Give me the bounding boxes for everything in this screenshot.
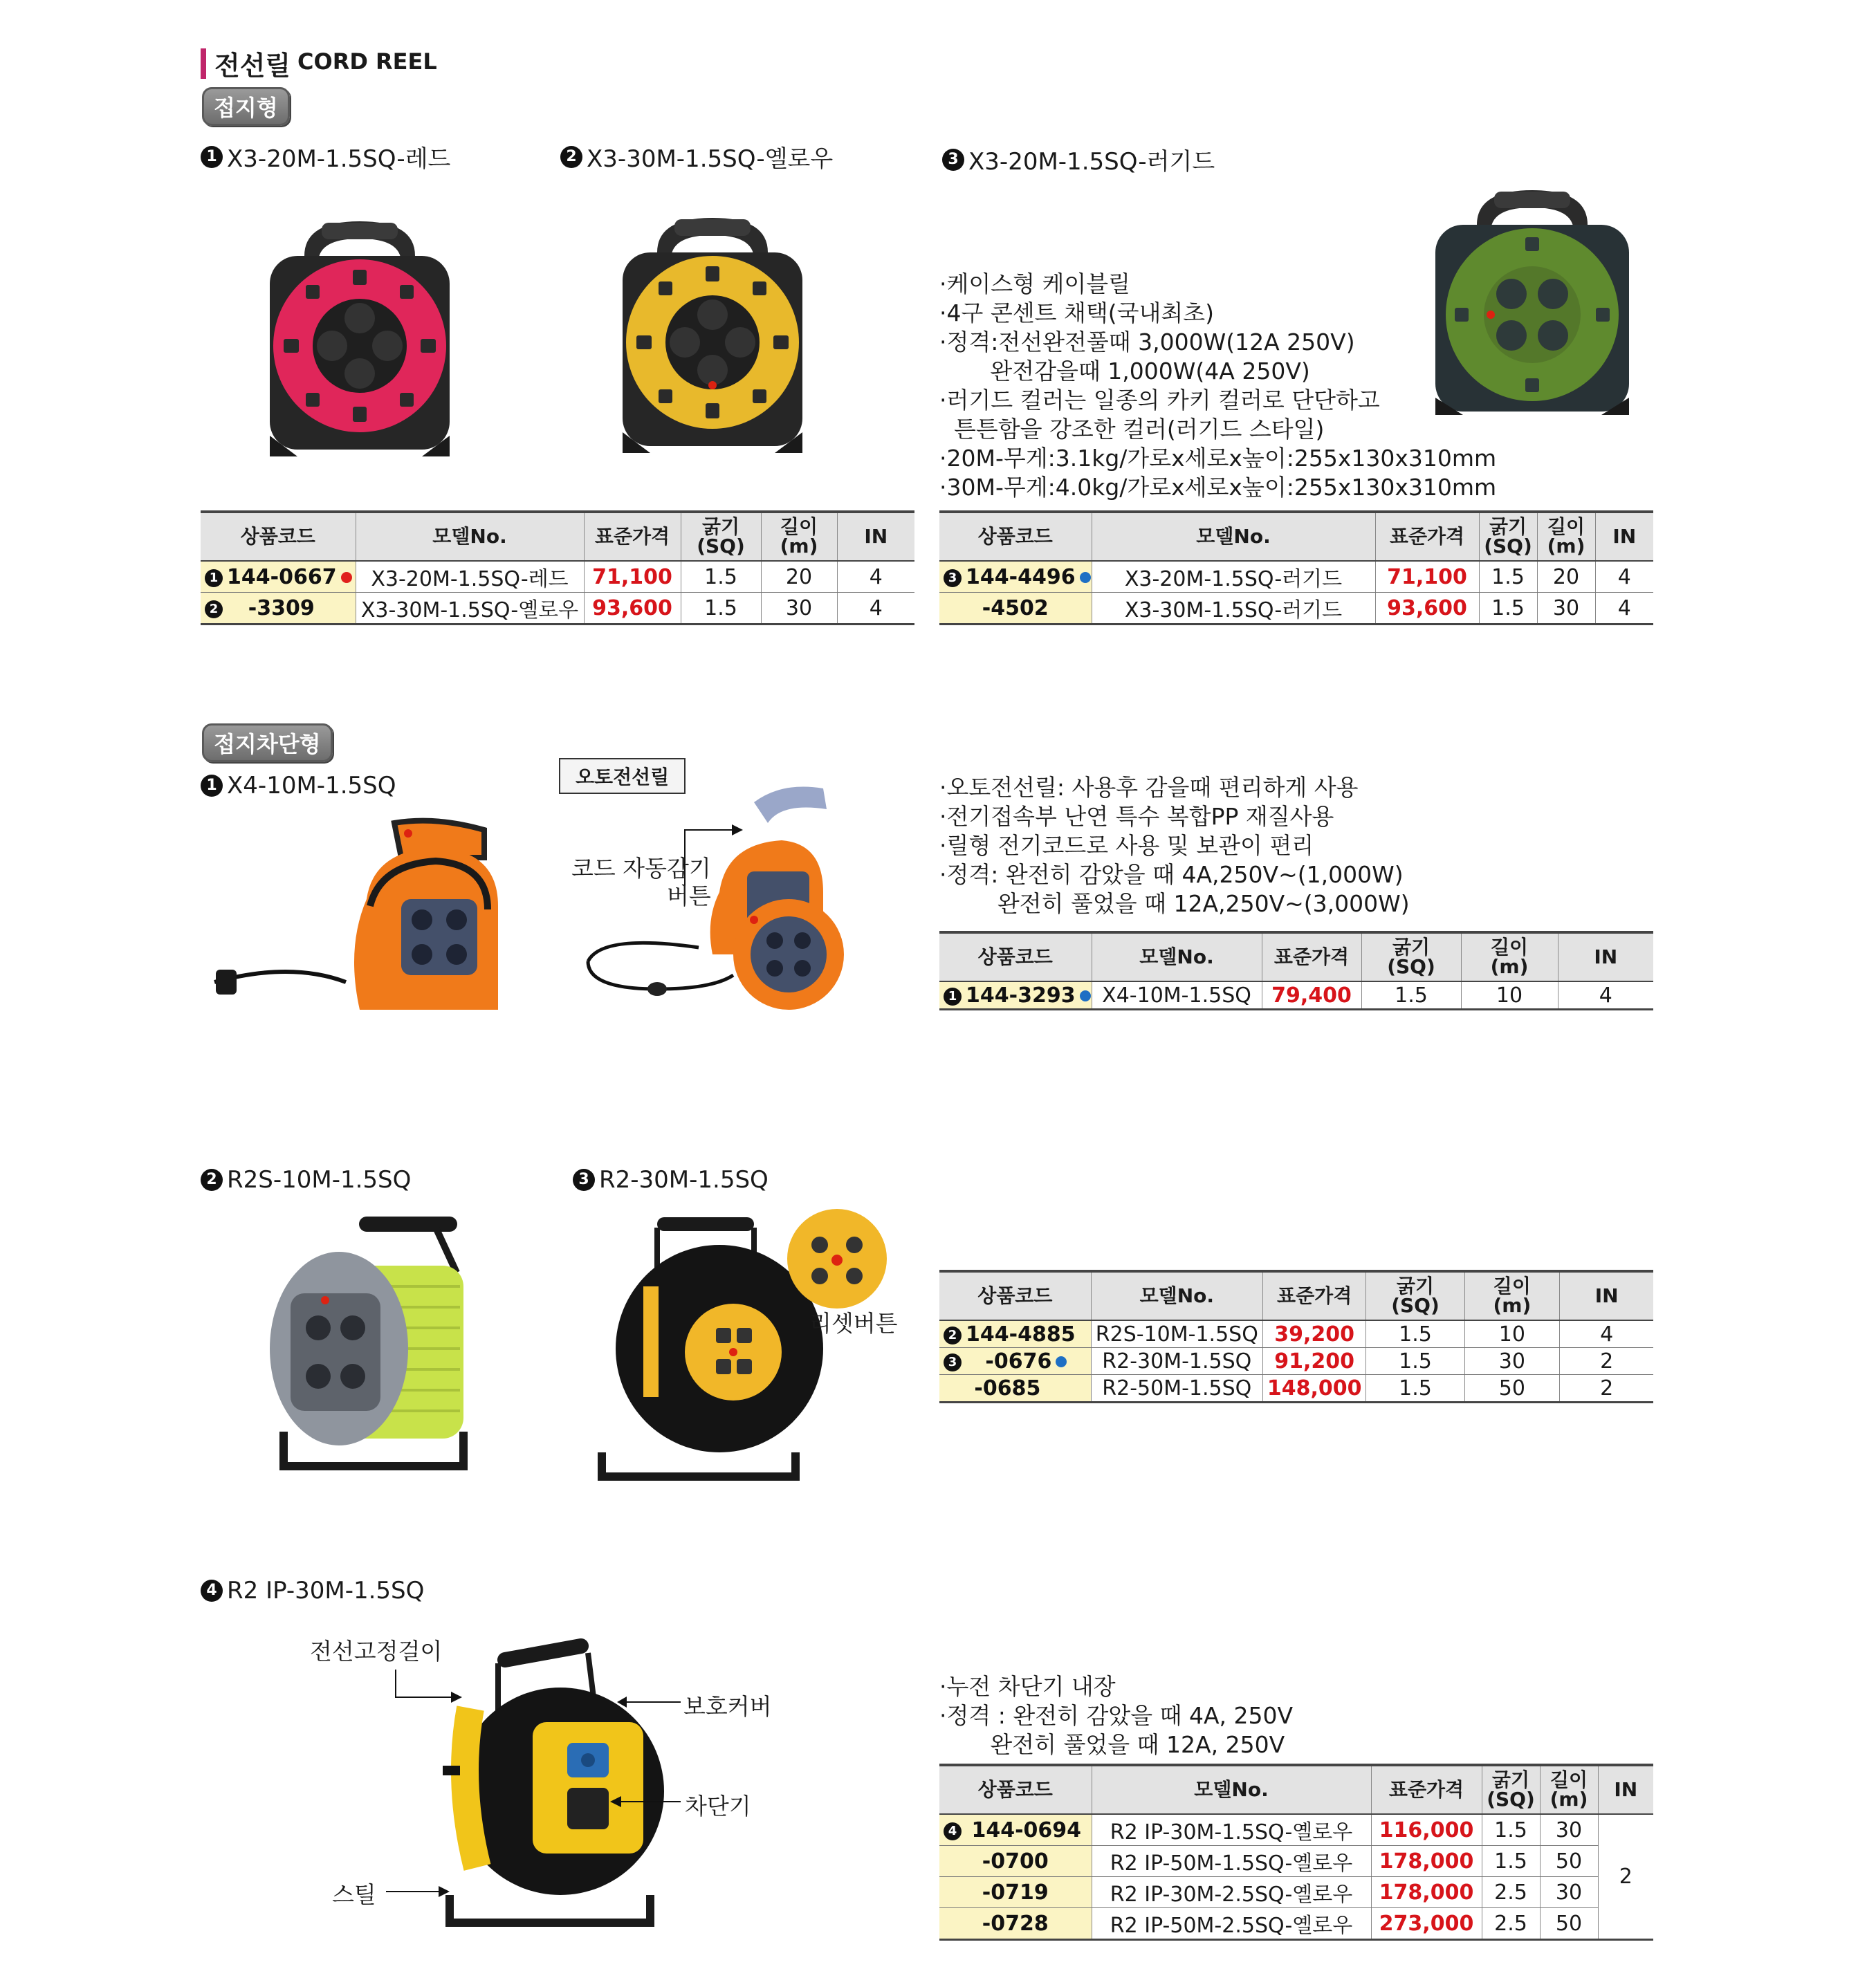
header-sq: 굵기 (SQ): [681, 512, 761, 561]
bullet-line: ·누전 차단기 내장: [939, 1673, 1116, 1700]
blue-dot-icon: [1080, 572, 1091, 583]
blue-dot-icon: [1080, 990, 1091, 1001]
number-icon: 4: [201, 1580, 223, 1602]
callout-arrow-icon: [678, 816, 747, 892]
bullet-line: ·정격: 완전히 감았을 때 4A,250V~(1,000W): [939, 861, 1404, 888]
model-cell: X3-20M-1.5SQ-레드: [356, 561, 584, 593]
bullet-line: ·4구 콘센트 채택(국내최초): [939, 299, 1214, 326]
product-code-cell: [939, 1320, 1091, 1348]
bullet-line: ·오토전선릴: 사용후 감을때 편리하게 사용: [939, 774, 1359, 801]
blue-dot-icon: [1056, 1356, 1067, 1367]
table-row: [939, 1846, 1653, 1877]
product-code: 144-4496: [966, 564, 1076, 589]
sq-cell: 1.5: [1366, 1348, 1464, 1375]
header-price: 표준가격: [584, 512, 681, 561]
number-icon: 2: [944, 1327, 962, 1344]
header-model: 모델No.: [1092, 1765, 1371, 1814]
callout-breaker: 차단기: [685, 1793, 751, 1820]
model-cell: R2 IP-30M-1.5SQ-옐로우: [1092, 1814, 1371, 1846]
orange-auto-reel-image: [208, 809, 526, 1024]
model-cell: R2-30M-1.5SQ: [1091, 1348, 1262, 1375]
red-cord-reel-image: [256, 207, 463, 470]
bullet-line: ·러기드 컬러는 일종의 카키 컬러로 단단하고: [939, 387, 1380, 414]
header-code: 상품코드: [939, 512, 1092, 561]
in-cell: 4: [1595, 593, 1653, 625]
product-name: R2 IP-30M-1.5SQ: [227, 1577, 425, 1605]
in-cell: 2: [1598, 1814, 1653, 1940]
sq-cell: 1.5: [1366, 1375, 1464, 1403]
table-row: [939, 1814, 1653, 1846]
callout-auto-wind-button: 코드 자동감기 버튼: [571, 855, 711, 909]
product-code-cell: [939, 1814, 1092, 1846]
product-code-cell: -0700: [939, 1846, 1092, 1877]
table-row: [939, 1877, 1653, 1908]
number-icon: 3: [942, 149, 964, 171]
price-cell: 148,000: [1262, 1375, 1366, 1403]
product-code: 144-3293: [966, 983, 1076, 1008]
number-icon: 2: [205, 600, 223, 618]
length-cell: 30: [1464, 1348, 1560, 1375]
model-cell: R2 IP-50M-1.5SQ-옐로우: [1092, 1846, 1371, 1877]
table-row: [939, 561, 1653, 593]
sq-cell: 1.5: [1479, 561, 1537, 593]
header-length: 길이 (m): [761, 512, 837, 561]
in-cell: 2: [1560, 1348, 1653, 1375]
spec-bullets-auto: [939, 773, 1410, 918]
number-icon: 4: [944, 1822, 962, 1840]
product-name: R2-30M-1.5SQ: [599, 1166, 769, 1194]
callout-reset-button: 리셋버튼: [809, 1310, 898, 1337]
header-sq: 굵기 (SQ): [1366, 1271, 1464, 1320]
sq-cell: 1.5: [1482, 1846, 1540, 1877]
price-cell: 178,000: [1371, 1877, 1482, 1908]
category-badge-grounded: 접지형: [202, 87, 290, 126]
spec-table-auto: [939, 931, 1653, 1010]
page-title: 전선릴: [214, 50, 291, 81]
bullet-line: ·20M-무게:3.1kg/가로x세로x높이:255x130x310mm: [939, 445, 1497, 472]
header-code: 상품코드: [201, 512, 356, 561]
table-row: [939, 981, 1653, 1010]
header-model: 모델No.: [1092, 932, 1262, 981]
price-cell: 71,100: [584, 561, 681, 593]
price-cell: 93,600: [1375, 593, 1479, 625]
product-title-2: [560, 140, 833, 174]
product-name: X3-20M-1.5SQ-레드: [227, 145, 451, 173]
bullet-line: ·전기접속부 난연 특수 복합PP 재질사용: [939, 803, 1334, 830]
product-title-3: [942, 142, 1215, 176]
sq-cell: 1.5: [681, 593, 761, 625]
header-in: IN: [837, 512, 914, 561]
callout-arrow-icon: [616, 1692, 682, 1712]
length-cell: 10: [1461, 981, 1558, 1010]
yellow-cord-reel-image: [609, 204, 816, 467]
product-title-r2: [573, 1166, 769, 1194]
spec-table-grounded-left: [201, 510, 914, 625]
number-icon: 1: [201, 775, 223, 797]
table-row: [939, 1348, 1653, 1375]
length-cell: 30: [1540, 1877, 1598, 1908]
category-badge-breaker: 접지차단형: [202, 723, 333, 762]
product-code: 144-0667: [227, 564, 337, 589]
price-cell: 79,400: [1262, 981, 1361, 1010]
table-row: [939, 1320, 1653, 1348]
table-row: [201, 593, 914, 625]
length-cell: 30: [761, 593, 837, 625]
model-cell: X3-20M-1.5SQ-러기드: [1092, 561, 1375, 593]
sq-cell: 2.5: [1482, 1877, 1540, 1908]
table-row: [939, 1908, 1653, 1940]
length-cell: 30: [1537, 593, 1595, 625]
header-length: 길이 (m): [1461, 932, 1558, 981]
table-row: [939, 1375, 1653, 1403]
product-name: X3-20M-1.5SQ-러기드: [968, 148, 1215, 176]
product-name: R2S-10M-1.5SQ: [227, 1166, 412, 1194]
spec-bullets-r2ip: [939, 1672, 1293, 1759]
spec-table-r2ip: [939, 1764, 1653, 1941]
model-cell: R2 IP-50M-2.5SQ-옐로우: [1092, 1908, 1371, 1940]
red-dot-icon: [341, 572, 352, 583]
in-cell: 4: [1595, 561, 1653, 593]
header-sq: 굵기 (SQ): [1479, 512, 1537, 561]
header-length: 길이 (m): [1540, 1765, 1598, 1814]
price-cell: 39,200: [1262, 1320, 1366, 1348]
product-code-cell: [939, 561, 1092, 593]
header-in: IN: [1598, 1765, 1653, 1814]
table-row: [201, 561, 914, 593]
header-model: 모델No.: [356, 512, 584, 561]
header-code: 상품코드: [939, 932, 1092, 981]
product-code-cell: [939, 981, 1092, 1010]
bullet-line: 완전히 풀었을 때 12A, 250V: [939, 1731, 1285, 1758]
title-accent-bar: [201, 48, 206, 79]
price-cell: 71,100: [1375, 561, 1479, 593]
spec-table-r2: [939, 1270, 1653, 1403]
length-cell: 50: [1540, 1846, 1598, 1877]
header-price: 표준가격: [1262, 1271, 1366, 1320]
header-model: 모델No.: [1092, 512, 1375, 561]
product-title-r2ip: [201, 1577, 424, 1605]
in-cell: 2: [1560, 1375, 1653, 1403]
sq-cell: 1.5: [1366, 1320, 1464, 1348]
number-icon: 3: [573, 1169, 595, 1191]
callout-arrow-icon: [385, 1881, 451, 1902]
length-cell: 10: [1464, 1320, 1560, 1348]
spec-bullets-grounded: [939, 270, 1496, 502]
header-sq: 굵기 (SQ): [1482, 1765, 1540, 1814]
product-code-cell: -0719: [939, 1877, 1092, 1908]
r2-yellow-black-reel-image: [588, 1203, 892, 1494]
product-code: 144-0694: [971, 1818, 1082, 1842]
length-cell: 20: [761, 561, 837, 593]
in-cell: 4: [837, 561, 914, 593]
spec-table-grounded-right: [939, 510, 1653, 625]
product-title-r2s: [201, 1166, 411, 1194]
model-cell: R2-50M-1.5SQ: [1091, 1375, 1262, 1403]
length-cell: 30: [1540, 1814, 1598, 1846]
product-code: -3309: [248, 595, 315, 620]
product-code-cell: -0728: [939, 1908, 1092, 1940]
header-length: 길이 (m): [1537, 512, 1595, 561]
bullet-line: ·정격:전선완전풀때 3,000W(12A 250V): [939, 329, 1355, 355]
bullet-line: 튼튼함을 강조한 컬러(러기드 스타일): [939, 416, 1325, 443]
in-cell: 4: [1558, 981, 1653, 1010]
length-cell: 50: [1464, 1375, 1560, 1403]
bullet-line: ·케이스형 케이블릴: [939, 270, 1131, 297]
product-name: X4-10M-1.5SQ: [227, 772, 396, 799]
header-in: IN: [1558, 932, 1653, 981]
callout-arrow-icon: [393, 1667, 469, 1708]
callout-steel: 스틸: [332, 1881, 376, 1908]
product-name: X3-30M-1.5SQ-옐로우: [587, 145, 834, 173]
number-icon: 2: [560, 146, 582, 168]
sq-cell: 1.5: [1482, 1814, 1540, 1846]
product-code: -0685: [974, 1376, 1041, 1401]
bullet-line: 완전감을때 1,000W(4A 250V): [939, 358, 1310, 385]
sq-cell: 1.5: [1361, 981, 1461, 1010]
model-cell: X4-10M-1.5SQ: [1092, 981, 1262, 1010]
bullet-line: ·릴형 전기코드로 사용 및 보관이 편리: [939, 832, 1314, 859]
model-cell: X3-30M-1.5SQ-옐로우: [356, 593, 584, 625]
header-code: 상품코드: [939, 1271, 1091, 1320]
bullet-line: 완전히 풀었을 때 12A,250V~(3,000W): [939, 890, 1410, 917]
product-code: -0676: [985, 1349, 1052, 1374]
sq-cell: 1.5: [1479, 593, 1537, 625]
product-code-cell: [939, 1375, 1091, 1403]
header-length: 길이 (m): [1464, 1271, 1560, 1320]
header-price: 표준가격: [1375, 512, 1479, 561]
bullet-line: ·정격 : 완전히 감았을 때 4A, 250V: [939, 1702, 1294, 1729]
r2s-green-reel-image: [263, 1210, 477, 1487]
header-code: 상품코드: [939, 1765, 1092, 1814]
model-cell: R2S-10M-1.5SQ: [1091, 1320, 1262, 1348]
product-code: 144-4885: [966, 1322, 1076, 1347]
page-title-en: CORD REEL: [297, 48, 437, 75]
sq-cell: 1.5: [681, 561, 761, 593]
sq-cell: 2.5: [1482, 1908, 1540, 1940]
in-cell: 4: [837, 593, 914, 625]
header-sq: 굵기 (SQ): [1361, 932, 1461, 981]
number-icon: 1: [201, 146, 223, 168]
product-code-cell: -4502: [939, 593, 1092, 625]
number-icon: 1: [205, 569, 223, 587]
callout-protect-cover: 보호커버: [683, 1693, 772, 1720]
bullet-line: ·30M-무게:4.0kg/가로x세로x높이:255x130x310mm: [939, 474, 1497, 501]
number-icon: 1: [944, 988, 962, 1006]
length-cell: 20: [1537, 561, 1595, 593]
product-title-x4: [201, 772, 396, 799]
header-in: IN: [1560, 1271, 1653, 1320]
model-cell: R2 IP-30M-2.5SQ-옐로우: [1092, 1877, 1371, 1908]
length-cell: 50: [1540, 1908, 1598, 1940]
price-cell: 178,000: [1371, 1846, 1482, 1877]
price-cell: 93,600: [584, 593, 681, 625]
number-icon: 3: [944, 1353, 962, 1371]
header-in: IN: [1595, 512, 1653, 561]
number-icon: 2: [201, 1169, 223, 1191]
table-row: [939, 593, 1653, 625]
callout-wire-hook: 전선고정걸이: [310, 1638, 443, 1665]
number-icon: 3: [944, 569, 962, 587]
price-cell: 91,200: [1262, 1348, 1366, 1375]
product-code-cell: [939, 1348, 1091, 1375]
auto-reel-label: 오토전선릴: [559, 758, 686, 794]
price-cell: 273,000: [1371, 1908, 1482, 1940]
price-cell: 116,000: [1371, 1814, 1482, 1846]
header-price: 표준가격: [1371, 1765, 1482, 1814]
header-model: 모델No.: [1091, 1271, 1262, 1320]
header-price: 표준가격: [1262, 932, 1361, 981]
callout-arrow-icon: [609, 1791, 682, 1812]
product-code-cell: [201, 561, 356, 593]
model-cell: X3-30M-1.5SQ-러기드: [1092, 593, 1375, 625]
product-title-1: [201, 140, 450, 174]
product-code-cell: [201, 593, 356, 625]
in-cell: 4: [1560, 1320, 1653, 1348]
